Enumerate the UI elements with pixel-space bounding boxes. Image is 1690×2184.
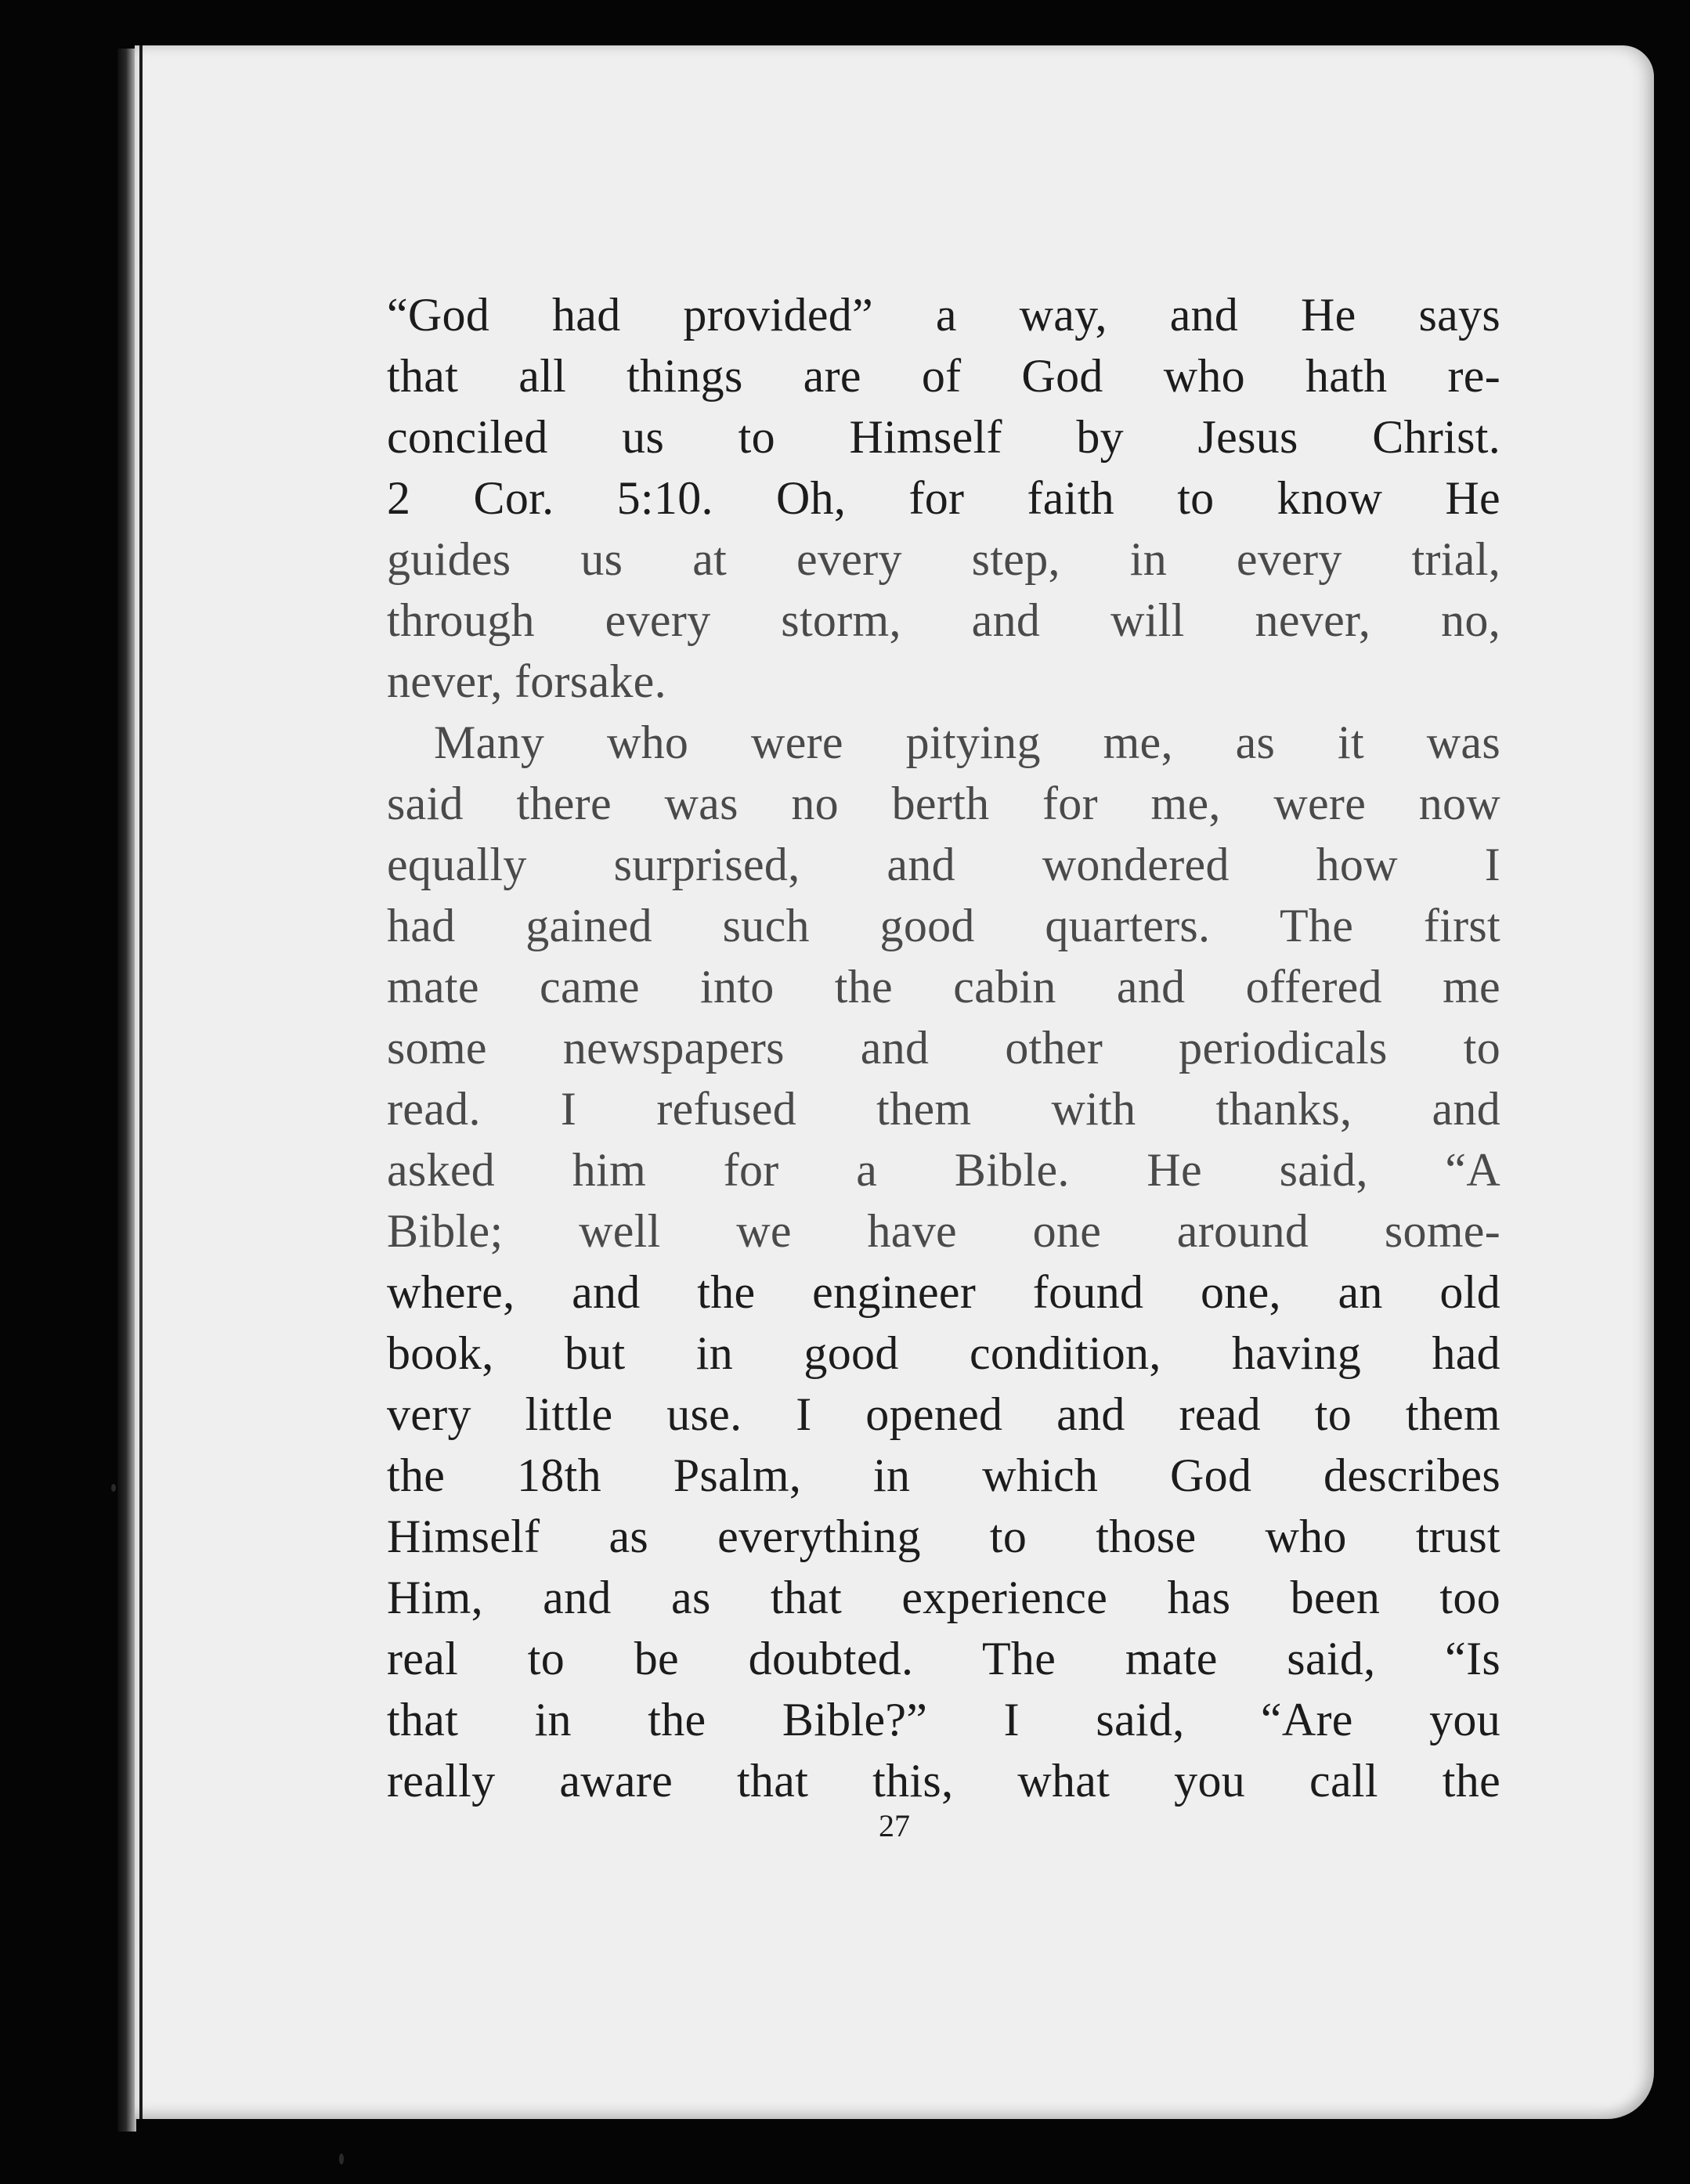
text-line: 2 Cor. 5:10. Oh, for faith to know He — [387, 472, 1500, 524]
text-line: the 18th Psalm, in which God describes — [387, 1449, 1500, 1501]
text-line: Many who were pitying me, as it was — [434, 717, 1500, 768]
page-number: 27 — [879, 1808, 910, 1843]
text-line: never, forsake. — [387, 655, 666, 707]
body-text — [387, 284, 1500, 1811]
text-line: guides us at every step, in every trial, — [387, 533, 1500, 585]
text-line: equally surprised, and wondered how I — [387, 839, 1500, 890]
text-line: conciled us to Himself by Jesus Christ. — [387, 411, 1500, 463]
text-line: very little use. I opened and read to them — [387, 1388, 1500, 1440]
text-line: that all things are of God who hath re- — [387, 350, 1500, 402]
text-line: real to be doubted. The mate said, “Is — [387, 1633, 1500, 1684]
text-line: mate came into the cabin and offered me — [387, 961, 1500, 1013]
book-page — [135, 45, 1654, 2119]
text-line: that in the Bible?” I said, “Are you — [387, 1694, 1500, 1745]
text-line: Bible; well we have one around some- — [387, 1205, 1500, 1257]
text-line: asked him for a Bible. He said, “A — [387, 1144, 1500, 1196]
text-line: Him, and as that experience has been too — [387, 1572, 1500, 1623]
text-line: where, and the engineer found one, an old — [387, 1266, 1500, 1318]
previous-page-edge — [117, 49, 136, 2132]
text-line: “God had provided” a way, and He says — [387, 289, 1500, 341]
text-line: Himself as everything to those who trust — [387, 1511, 1500, 1562]
text-line: really aware that this, what you call the — [387, 1755, 1500, 1807]
scan-speck — [111, 1484, 116, 1492]
text-line: some newspapers and other periodicals to — [387, 1022, 1500, 1074]
text-line: book, but in good condition, having had — [387, 1327, 1500, 1379]
text-line: read. I refused them with thanks, and — [387, 1083, 1500, 1135]
text-line: said there was no berth for me, were now — [387, 778, 1500, 829]
text-line: through every storm, and will never, no, — [387, 594, 1500, 646]
text-line: had gained such good quarters. The first — [387, 900, 1500, 951]
scan-speck — [339, 2153, 344, 2164]
